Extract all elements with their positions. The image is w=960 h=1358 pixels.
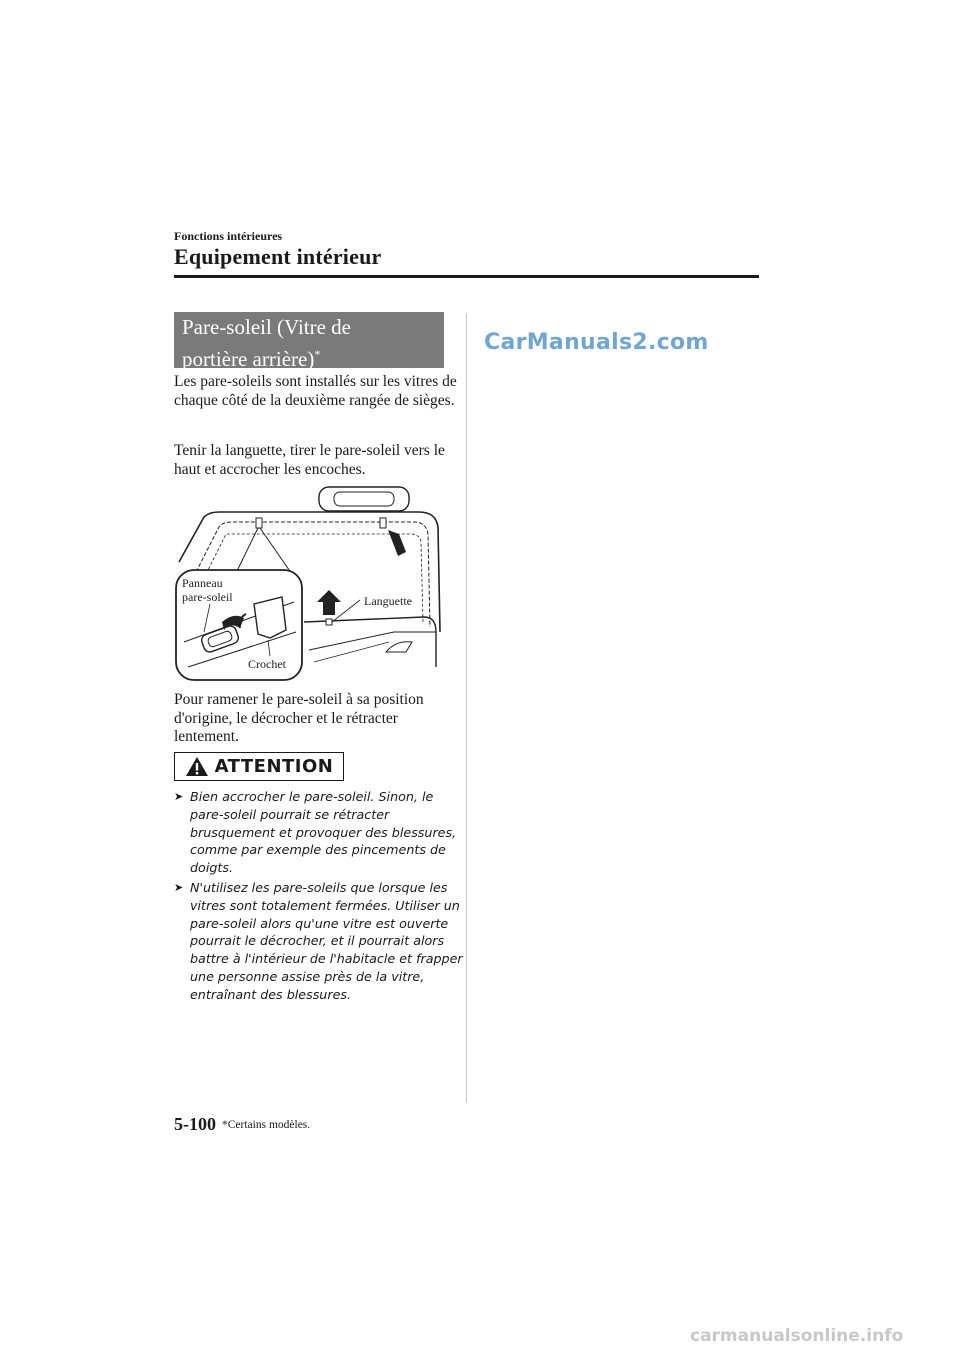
section-label: Fonctions intérieures — [174, 229, 283, 243]
warning-list — [174, 788, 464, 1006]
warning-triangle-icon — [185, 756, 209, 777]
header-rule — [174, 275, 759, 278]
bullet-arrow-icon: ➤ — [174, 880, 184, 894]
hook-right-shape — [380, 518, 386, 528]
section-heading — [174, 312, 444, 371]
inset-hook-shape — [254, 597, 286, 638]
section-heading-marker: * — [314, 347, 321, 361]
hook-left-shape — [256, 518, 262, 528]
grab-handle-shape — [319, 487, 409, 511]
door-panel-line-2 — [314, 642, 389, 662]
label-panel-line2: pare-soleil — [182, 590, 233, 604]
attention-label: ATTENTION — [214, 756, 334, 777]
watermark-logo-top: CarManuals2.com — [484, 330, 709, 355]
instruction-paragraph: Tenir la languette, tirer le pare-soleil vers le haut et accrocher les encoches. — [174, 442, 445, 478]
watermark-bottom: carmanualsonline.info — [690, 1326, 904, 1346]
label-panel-line1: Panneau — [182, 576, 223, 590]
warning-item-text: N'utilisez les pare-soleils que lorsque les vitres sont totalement fermées. Utiliser un pare-soleil alors qu'une vitre est ouverte pourrait le décrocher, et il pourrait alors battre à l'intérieur de l'habitacle et frapper une personne assise près de la vitre, entraînant des blessures. — [190, 879, 463, 1002]
warning-item — [174, 879, 464, 1004]
page-number: 5-100 — [174, 1114, 216, 1134]
tab-leader-line — [332, 600, 360, 622]
attention-box — [174, 752, 344, 781]
section-heading-line2: portière arrière) — [182, 347, 315, 371]
door-handle-shape — [386, 642, 412, 652]
label-hook: Crochet — [248, 657, 286, 671]
door-panel-line — [309, 632, 436, 650]
chapter-title: Equipement intérieur — [174, 244, 382, 269]
column-divider — [466, 313, 467, 1103]
sunshade-illustration — [174, 482, 444, 682]
footnote: *Certains modèles. — [222, 1119, 311, 1131]
label-tab: Languette — [364, 594, 412, 608]
bullet-arrow-icon: ➤ — [174, 790, 184, 803]
warning-item — [174, 788, 464, 877]
section-heading-line1: Pare-soleil (Vitre de — [182, 315, 352, 339]
up-arrow-icon — [317, 590, 341, 615]
warning-item-text: Bien accrocher le pare-soleil. Sinon, le pare-soleil pourrait se rétracter brusquement et provoquer des blessures, comme par exemple des pincements de doigts. — [190, 789, 457, 876]
intro-paragraph: Les pare-soleils sont installés sur les vitres de chaque côté de la deuxième rangée de sièges. — [174, 373, 457, 409]
retract-paragraph: Pour ramener le pare-soleil à sa position d'origine, le décrocher et le rétracter lentement. — [174, 691, 424, 745]
tab-shape — [326, 619, 332, 625]
